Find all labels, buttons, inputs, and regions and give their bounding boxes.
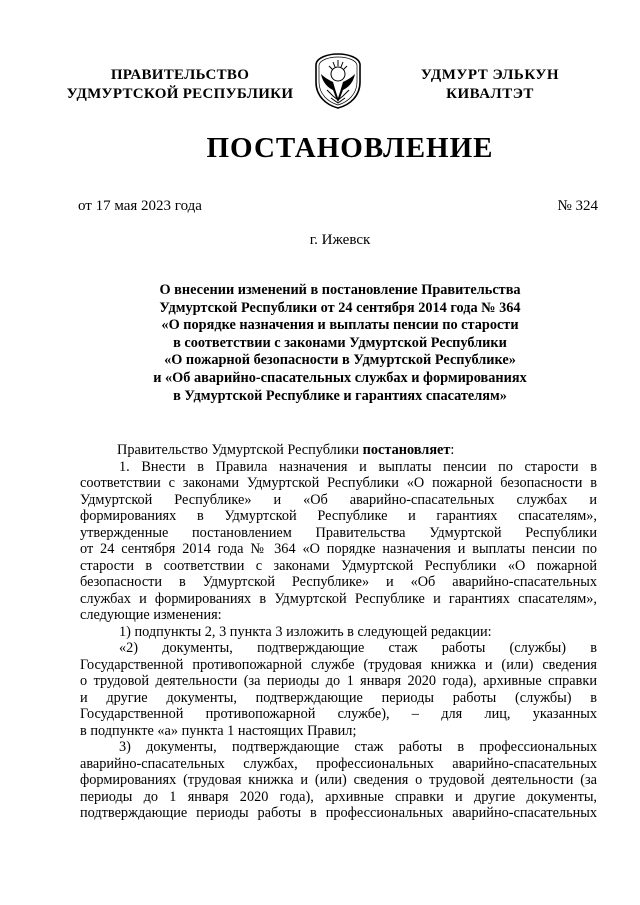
body-line: утвержденные постановлением Правительства Удмуртской Республики [80,524,597,541]
body-line: 3) документы, подтверждающие стаж работы в профессиональных [119,739,597,755]
document-number: № 324 [557,198,598,214]
government-name-udmurt-line-2: КИВАЛТЭТ [446,86,534,102]
body-line: о трудовой деятельности (за периоды до 1 января 2020 года), архивные справки [80,673,597,689]
body-line: Удмуртской Республике» и «Об аварийно-спасательных службах и [80,491,597,508]
title-line: «О порядке назначения и выплаты пенсии по старости [161,317,519,334]
body-line: Государственной противопожарной службе), – для лиц, указанных [80,706,597,722]
body-line: безопасности в Удмуртской Республике» и «Об аварийно-спасательных [80,574,597,590]
body-line: соответствии с законами Удмуртской Республики «О пожарной безопасности в [80,475,597,491]
coat-of-arms-emblem-icon [313,52,363,110]
body-line: формированиях (трудовая книжка и (или) сведения о трудовой деятельности (за [80,772,597,788]
body-line: в подпункте «а» пункта 1 настоящих Правил; [80,722,357,739]
intro-paragraph [80,442,597,459]
government-name-udmurt [400,66,580,104]
body-line: «2) документы, подтверждающие стаж работы (службы) в [119,640,597,656]
body-line: от 24 сентября 2014 года № 364 «О порядке назначения и выплаты пенсии по [80,541,597,557]
body-line: 1. Внести в Правила назначения и выплаты пенсии по старости в [119,458,597,475]
intro-verb: постановляет [362,442,451,458]
body-line: следующие изменения: [80,607,222,623]
document-body [80,442,597,822]
title-line: «О пожарной безопасности в Удмуртской Республике» [164,352,516,369]
intro-colon: : [450,442,455,458]
document-date: от 17 мая 2023 года [78,198,202,214]
government-name-udmurt-line-1: УДМУРТ ЭЛЬКУН [420,67,560,83]
title-line: в соответствии с законами Удмуртской Республики [173,334,507,351]
body-line: Государственной противопожарной службе (трудовая книжка и (или) сведения [80,656,597,673]
body-line: старости в соответствии с законами Удмуртской Республики «О пожарной [80,557,597,574]
government-name-russian [60,66,300,104]
title-line: Удмуртской Республики от 24 сентября 2014 года № 364 [159,299,521,316]
document-type-heading: ПОСТАНОВЛЕНИЕ [206,132,494,164]
document-city: г. Ижевск [309,232,371,248]
government-name-line-2: УДМУРТСКОЙ РЕСПУБЛИКИ [66,86,294,102]
body-line: и другие документы, подтверждающие периоды работы (службы) в [80,689,597,706]
body-line: аварийно-спасательных службах, профессиональных аварийно-спасательных [80,755,597,772]
intro-text: Правительство Удмуртской Республики [117,442,363,458]
body-line: 1) подпункты 2, 3 пункта 3 изложить в следующей редакции: [119,623,492,640]
title-line: в Удмуртской Республике и гарантиях спасателям» [173,387,507,404]
title-line: и «Об аварийно-спасательных службах и формированиях [153,369,527,386]
body-line: формированиях в Удмуртской Республике и гарантиях спасателям», [80,508,597,524]
body-line: подтверждающие периоды работы в профессиональных аварийно-спасательных [80,805,597,821]
body-line: периоды до 1 января 2020 года), архивные справки и другие документы, [80,788,597,805]
document-title [100,282,580,405]
body-line: службах и формированиях в Удмуртской Республике и гарантиях спасателям», [80,590,597,607]
title-line: О внесении изменений в постановление Правительства [159,282,521,298]
government-name-line-1: ПРАВИТЕЛЬСТВО [110,67,250,83]
